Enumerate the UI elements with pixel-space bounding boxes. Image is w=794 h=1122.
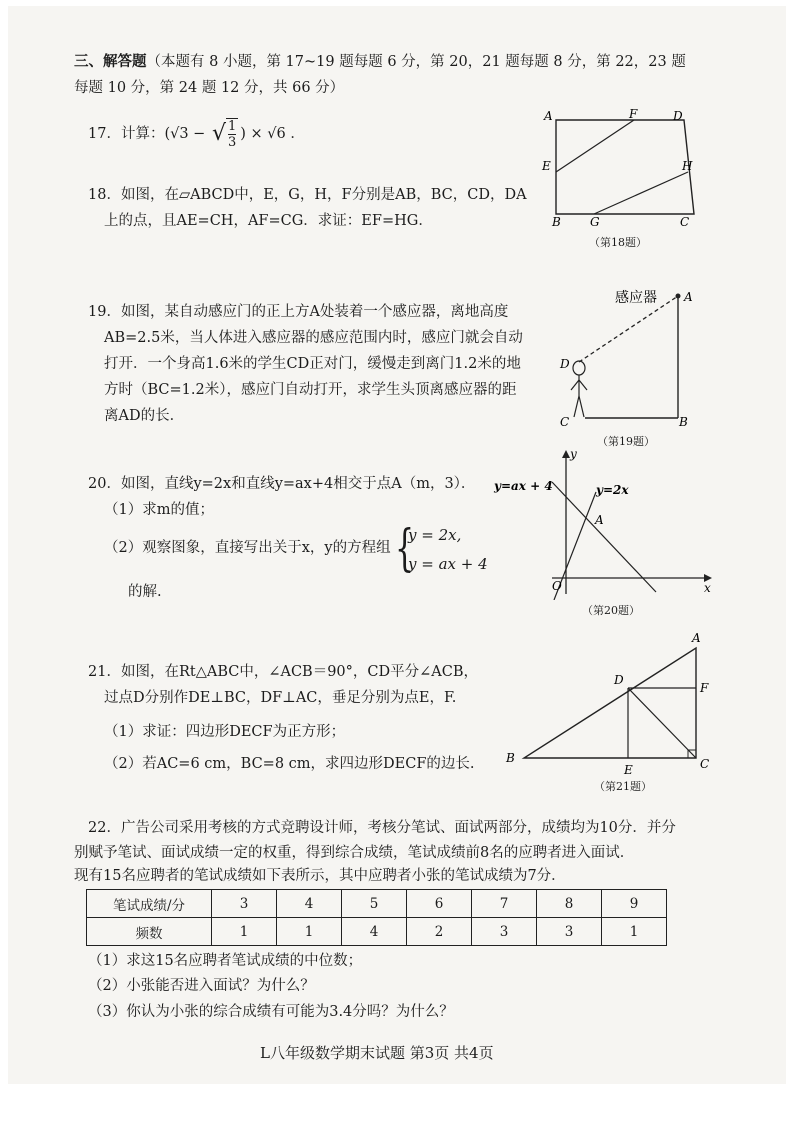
table-cell-score: 5: [342, 890, 407, 918]
q19-caption: （第19题）: [597, 435, 655, 448]
q20-label-o: O: [552, 579, 562, 593]
q19-line-3: 打开．一个身高1.6米的学生CD正对门，缓慢走到离门1.2米的地: [104, 356, 521, 372]
q21-label-e: E: [624, 763, 633, 777]
q20-sub-2-end: 的解.: [128, 584, 162, 600]
q20-line-y-ax-4: [552, 482, 656, 592]
q21-line-1: [88, 662, 478, 682]
q18-label-a: A: [544, 109, 553, 123]
q20-y-arrow: [562, 450, 570, 458]
q20-number: 20．: [88, 476, 121, 492]
q17-sqrt-fraction: [212, 118, 238, 150]
q20-sub-1: （1）求m的值；: [104, 502, 214, 518]
q17-prefix: 计算：: [120, 126, 165, 142]
q20-system-eq-2: y = ax + 4: [408, 555, 488, 573]
q19-sensor-label: 感应器: [615, 290, 657, 306]
q17-expr-a: (√3 −: [164, 126, 206, 142]
q19-label-d: D: [560, 357, 570, 371]
q18-label-g: G: [590, 215, 600, 229]
q17-number: 17．: [88, 126, 121, 142]
q21-sub-1: （1）求证：四边形DECF为正方形；: [104, 724, 346, 740]
q22-sub-3: （3）你认为小张的综合成绩有可能为3.4分吗？为什么？: [88, 1004, 454, 1020]
table-cell-score: 3: [212, 890, 277, 918]
table-cell-score: 9: [602, 890, 667, 918]
table-cell-score: 8: [537, 890, 602, 918]
q22-score-table: [86, 889, 667, 946]
q19-label-a: A: [684, 290, 693, 304]
table-cell-count: 1: [212, 918, 277, 946]
table-cell-score: 6: [407, 890, 472, 918]
q20-system-brace: {: [395, 519, 415, 577]
q22-sub-1: （1）求这15名应聘者笔试成绩的中位数；: [88, 953, 363, 969]
q20-label-line-a: y=ax + 4: [494, 479, 553, 493]
q19-person-icon: [571, 361, 587, 417]
q20-line-1: [88, 474, 475, 494]
q17-frac-den: 3: [227, 135, 237, 150]
q21-caption: （第21题）: [594, 780, 652, 793]
section-title: 三、解答题: [74, 53, 147, 70]
q20-figure: [490, 448, 722, 600]
q21-text-1: 如图，在Rt△ABC中，∠ACB＝90°，CD平分∠ACB，: [120, 664, 479, 680]
q20-label-x: x: [704, 581, 711, 595]
table-cell-score: 4: [277, 890, 342, 918]
q18-figure: [536, 108, 706, 230]
table-cell-count: 2: [407, 918, 472, 946]
q22-line-3: 现有15名应聘者的笔试成绩如下表所示，其中应聘者小张的笔试成绩为7分．: [74, 868, 566, 884]
q22-line-2: 别赋予笔试、面试成绩一定的权重，得到综合成绩，笔试成绩前8名的应聘者进入面试．: [74, 845, 635, 861]
q18-label-e: E: [542, 159, 551, 173]
q20-label-line-b: y=2x: [596, 483, 629, 497]
table-row: [87, 918, 667, 946]
q19-line-5: 离AD的长．: [104, 408, 185, 424]
q22-number: 22．: [88, 820, 121, 836]
q20-system-eq-1: y = 2x,: [408, 526, 462, 544]
q22-sub-2: （2）小张能否进入面试？为什么？: [88, 978, 315, 994]
table-cell-count: 3: [537, 918, 602, 946]
q19-line-1: [88, 302, 508, 322]
table-cell-score: 7: [472, 890, 537, 918]
q19-number: 19．: [88, 304, 121, 320]
q18-segment-ef: [556, 120, 634, 172]
q18-label-c: C: [680, 215, 690, 229]
q17: [88, 118, 305, 150]
q22-text-1: 广告公司采用考核的方式竞聘设计师，考核分笔试、面试两部分，成绩均为10分．并分: [120, 820, 676, 836]
q17-expr-b: ) × √6 ．: [240, 126, 305, 142]
q19-line-2: AB=2.5米，当人体进入感应器的感应范围内时，感应门就会自动: [104, 330, 523, 346]
q20-caption: （第20题）: [582, 604, 640, 617]
table-row: [87, 890, 667, 918]
q18-line-1: [88, 185, 527, 205]
q17-frac-num: 1: [227, 119, 237, 134]
q21-label-c: C: [700, 757, 710, 771]
q18-caption: （第18题）: [589, 236, 647, 249]
q21-sub-2: （2）若AC=6 cm，BC=8 cm，求四边形DECF的边长.: [104, 756, 475, 772]
q18-number: 18．: [88, 187, 121, 203]
table-cell-count: 3: [472, 918, 537, 946]
q21-number: 21．: [88, 664, 121, 680]
table-cell-count: 1: [277, 918, 342, 946]
q18-segment-hg: [594, 172, 688, 214]
q21-figure: [500, 628, 720, 780]
q17-fraction: [226, 118, 238, 150]
q21-segment-dc: [628, 688, 696, 758]
q21-label-f: F: [700, 681, 709, 695]
q17-radical: √: [211, 121, 226, 146]
q18-label-h: H: [682, 159, 693, 173]
q18-line-2: 上的点，且AE=CH，AF=CG．求证：EF=HG．: [104, 213, 433, 229]
table-header-frequency: 频数: [87, 918, 212, 946]
q21-triangle-abc: [524, 648, 696, 758]
section-line-1: （本题有 8 小题，第 17~19 题每题 6 分，第 20，21 题每题 8 分，第 22，23 题: [146, 54, 686, 70]
q19-label-c: C: [560, 415, 570, 429]
q18-label-d: D: [673, 109, 683, 123]
section-header: [74, 52, 686, 72]
q21-label-b: B: [506, 751, 515, 765]
q19-line-4: 方时（BC=1.2米），感应门自动打开，求学生头顶离感应器的距: [104, 382, 517, 398]
q20-text-1: 如图，直线y=2x和直线y=ax+4相交于点A（m，3）．: [120, 476, 476, 492]
table-cell-count: 1: [602, 918, 667, 946]
q21-label-d: D: [614, 673, 624, 687]
q18-label-f: F: [629, 108, 638, 121]
table-cell-count: 4: [342, 918, 407, 946]
q20-label-a: A: [595, 513, 604, 527]
q19-label-b: B: [679, 415, 688, 429]
section-line-2: 每题 10 分，第 24 题 12 分，共 66 分）: [74, 80, 345, 96]
q19-text-1: 如图，某自动感应门的正上方A处装着一个感应器，离地高度: [120, 304, 509, 320]
table-header-score: 笔试成绩/分: [87, 890, 212, 918]
q21-line-2: 过点D分别作DE⊥BC，DF⊥AC，垂足分别为点E，F.: [104, 690, 457, 706]
q19-figure: [555, 280, 705, 430]
q20-label-y: y: [570, 448, 577, 461]
q18-label-b: B: [552, 215, 561, 229]
q20-sub-2: （2）观察图象，直接写出关于x，y的方程组: [104, 540, 391, 556]
q22-line-1: [88, 818, 676, 838]
q18-text-1: 如图，在▱ABCD中，E，G，H，F分别是AB，BC，CD，DA: [120, 187, 527, 203]
q21-label-a: A: [692, 631, 701, 645]
page-footer: L八年级数学期末试题 第3页 共4页: [260, 1044, 494, 1062]
